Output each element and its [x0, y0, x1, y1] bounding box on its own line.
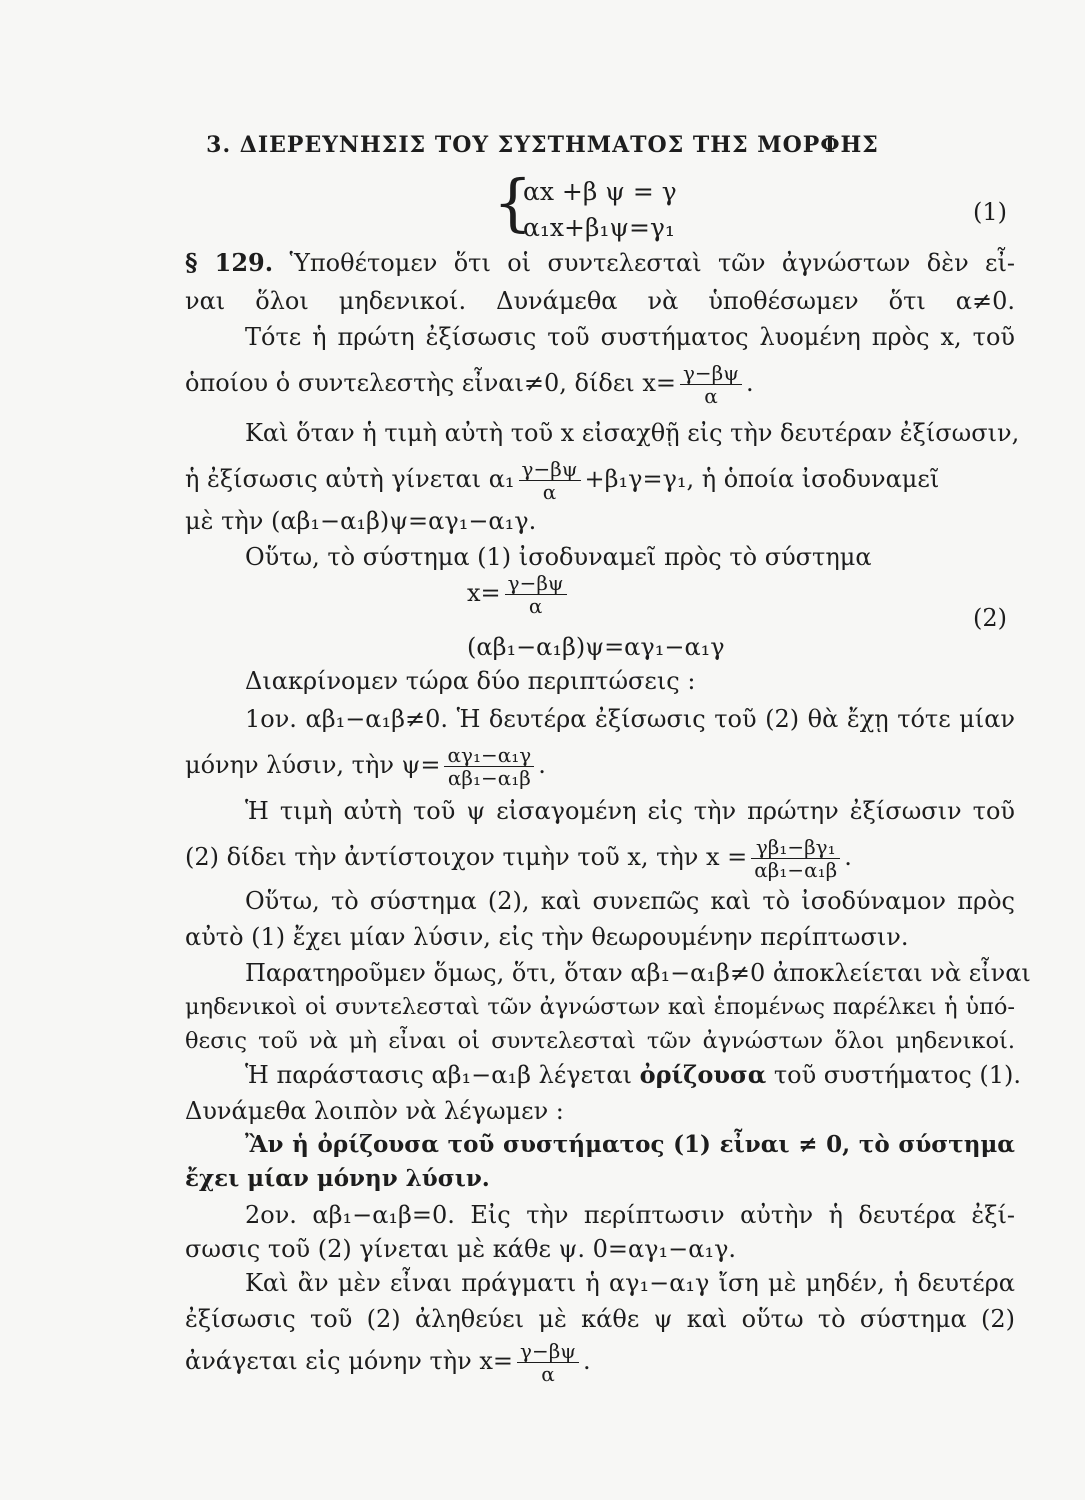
text: τοῦ συστήματος (1). [773, 1061, 1022, 1089]
para-line-3: Τότε ἡ πρώτη ἐξίσωσις τοῦ συστήματος λυομένη πρὸς x, τοῦ [245, 323, 1015, 351]
text: (2) δίδει τὴν ἀντίστοιχον τιμὴν τοῦ x, τὴν x = [185, 843, 748, 871]
fraction-numerator: γ−βψ [505, 572, 567, 595]
term-determinant: ὀρίζουσα [639, 1060, 767, 1089]
fraction-numerator: γ−βψ [680, 362, 742, 385]
system1-eq1: αx +β ψ = γ [523, 177, 677, 206]
text: . [582, 1347, 591, 1375]
fraction-denominator: α [528, 594, 543, 618]
case1-line-8: μηδενικοὶ οἱ συντελεσταὶ τῶν ἀγνώστων καὶ ἑπομένως παρέλκει ἡ ὑπό- [185, 994, 1015, 1020]
fraction-denominator: α [542, 480, 557, 504]
case1-line-6: αὐτὸ (1) ἔχει μίαν λύσιν, εἰς τὴν θεωρουμένην περίπτωσιν. [185, 923, 909, 951]
case1-line-5: Οὕτω, τὸ σύστημα (2), καὶ συνεπῶς καὶ τὸ ἰσοδύναμον πρὸς [245, 887, 1015, 915]
para-line-5: Καὶ ὅταν ἡ τιμὴ αὐτὴ τοῦ x εἰσαχθῇ εἰς τὴν δευτέραν ἐξίσωσιν, [245, 419, 1020, 447]
system2-eq1 [467, 572, 571, 617]
text: +β₁γ=γ₁, ἡ ὁποία ἰσοδυναμεῖ [584, 465, 940, 493]
case2-line-4: ἐξίσωσις τοῦ (2) ἀληθεύει μὲ κάθε ψ καὶ οὕτω τὸ σύστημα (2) [185, 1305, 1015, 1333]
case1-line-1: 1ον. αβ₁−α₁β≠0. Ἡ δευτέρα ἐξίσωσις τοῦ (2) θὰ ἔχῃ τότε μίαν [245, 705, 1015, 733]
theorem-line-1: Ἂν ἡ ὀρίζουσα τοῦ συστήματος (1) εἶναι ≠ 0, τὸ σύστημα [245, 1131, 1015, 1158]
text: . [538, 751, 546, 779]
para-line-4 [185, 362, 754, 407]
case2-line-2: σωσις τοῦ (2) γίνεται μὲ κάθε ψ. 0=αγ₁−α₁γ. [185, 1235, 737, 1263]
para-line-8: Οὕτω, τὸ σύστημα (1) ἰσοδυναμεῖ πρὸς τὸ σύστημα [245, 543, 872, 571]
case1-line-2 [185, 744, 546, 789]
para-line-1 [185, 248, 1015, 278]
text: . [745, 369, 754, 397]
text: ὁποίου ὁ συντελεστὴς εἶναι≠0, δίδει x= [185, 369, 676, 397]
fraction [519, 458, 581, 503]
left-brace: { [493, 166, 533, 239]
system2-eq2: (αβ₁−α₁β)ψ=αγ₁−α₁γ [467, 633, 725, 661]
system1-eq2: α₁x+β₁ψ=γ₁ [523, 213, 675, 242]
section-heading: 3. ΔΙΕΡΕΥΝΗΣΙΣ ΤΟΥ ΣΥΣΤΗΜΑΤΟΣ ΤΗΣ ΜΟΡΦΗΣ [206, 132, 879, 158]
cases-intro: Διακρίνομεν τώρα δύο περιπτώσεις : [245, 667, 696, 695]
fraction-numerator: γβ₁−βγ₁ [751, 836, 840, 859]
fraction-denominator: α [541, 1362, 555, 1386]
text: . [844, 843, 852, 871]
para-line-6 [185, 458, 1015, 503]
case2-line-1: 2ον. αβ₁−α₁β=0. Εἰς τὴν περίπτωσιν αὐτὴν ἡ δευτέρα ἐξί- [245, 1201, 1015, 1229]
text: μόνην λύσιν, τὴν ψ= [185, 751, 441, 779]
fraction-denominator: αβ₁−α₁β [754, 858, 838, 882]
equation-label-2: (2) [973, 604, 1007, 632]
fraction-numerator: αγ₁−α₁γ [444, 744, 534, 767]
theorem-line-2: ἔχει μίαν μόνην λύσιν. [185, 1165, 490, 1192]
fraction-numerator: γ−βψ [517, 1340, 579, 1363]
text: ἀνάγεται εἰς μόνην τὴν x= [185, 1347, 513, 1375]
case1-line-4 [185, 836, 852, 881]
case1-line-3: Ἡ τιμὴ αὐτὴ τοῦ ψ εἰσαγομένη εἰς τὴν πρώτην ἐξίσωσιν τοῦ [245, 797, 1015, 825]
para-line-2: ναι ὅλοι μηδενικοί. Δυνάμεθα νὰ ὑποθέσωμεν ὅτι α≠0. [185, 287, 1015, 315]
fraction [751, 836, 840, 881]
para-text: Ὑποθέτομεν ὅτι οἱ συντελεσταὶ τῶν ἀγνώστων δὲν εἶ- [289, 249, 1015, 277]
fraction [517, 1340, 579, 1385]
text: x= [467, 579, 501, 607]
text: Ἡ παράστασις αβ₁−α₁β λέγεται [245, 1061, 632, 1089]
fraction [680, 362, 742, 407]
case1-line-10 [245, 1060, 1022, 1090]
fraction-numerator: γ−βψ [519, 458, 581, 481]
text: ἡ ἐξίσωσις αὐτὴ γίνεται α₁ [185, 465, 515, 493]
para-line-7: μὲ τὴν (αβ₁−α₁β)ψ=αγ₁−α₁γ. [185, 507, 537, 535]
case2-line-5 [185, 1340, 591, 1385]
case1-line-11: Δυνάμεθα λοιπὸν νὰ λέγωμεν : [185, 1097, 564, 1125]
case1-line-9: θεσις τοῦ νὰ μὴ εἶναι οἱ συντελεσταὶ τῶν ἀγνώστων ὅλοι μηδενικοί. [185, 1028, 1015, 1054]
fraction [444, 744, 534, 789]
equation-label-1: (1) [973, 198, 1007, 226]
fraction-denominator: αβ₁−α₁β [447, 766, 531, 790]
fraction [505, 572, 567, 617]
fraction-denominator: α [704, 384, 718, 408]
section-number: § 129. [185, 248, 274, 277]
case1-line-7: Παρατηροῦμεν ὅμως, ὅτι, ὅταν αβ₁−α₁β≠0 ἀποκλείεται νὰ εἶναι [245, 959, 1031, 987]
case2-line-3: Καὶ ἂν μὲν εἶναι πράγματι ἡ αγ₁−α₁γ ἴση μὲ μηδέν, ἡ δευτέρα [245, 1269, 1015, 1297]
